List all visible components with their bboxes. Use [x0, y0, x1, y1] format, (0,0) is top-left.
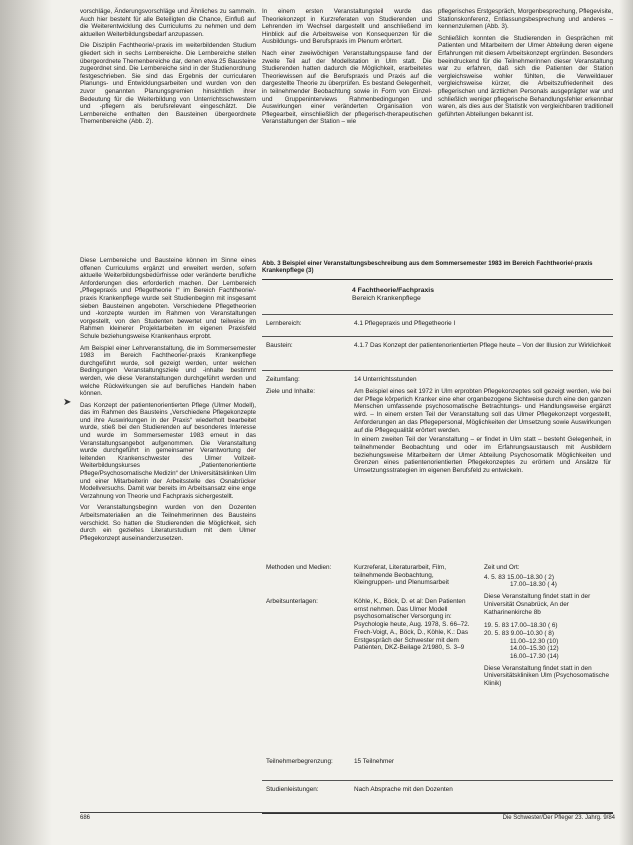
row-value: Kurzreferat, Literaturarbeit, Film, teilnehmende Beobachtung, Kleingruppen- und Plenumsarbeit — [354, 564, 449, 587]
schedule-note: Diese Veranstaltung findet statt in den Universitätskliniken Ulm (Psychosomatische Klinik) — [484, 664, 610, 688]
row-label: Methoden und Medien: — [266, 564, 332, 571]
row-label: Arbeitsunterlagen: — [266, 598, 318, 605]
row-value: 14 Unterrichtsstunden — [354, 376, 417, 383]
row-label: Baustein: — [266, 342, 293, 349]
figure-caption: Abb. 3 Beispiel einer Veranstaltungsbeschreibung aus dem Sommersemester 1983 im Bereich Fachtheorie/-praxis Krankenpflege (3) — [262, 260, 593, 275]
schedule-line: 17.00–18.30 ( 4) — [510, 581, 557, 589]
box-heading — [352, 287, 607, 304]
paragraph: Diese Lernbereiche und Bausteine können im Sinne eines offenen Curriculums ergänzt und erweitert werden, sofern aktuelle Weiterbildungsbedürfnisse oder veränderte berufliche Anforderungen dies erforderlich machen. Der Lernbereich „Pflegepraxis und Pflegetheorie I“ im Bereich Fachtheorie/-praxis Krankenpflege wurde seit Studienbeginn mit insgesamt sieben Bausteinen angeboten. Verschiedene Pflegetheorien und -konzepte wurden im Rahmen von Veranstaltungen vorgestellt, von den Studenten bewertet und teilweise im Rahmen kleinerer Projektarbeiten im eigenen Praxisfeld Schule beziehungsweise Krankenhaus erprobt. — [80, 257, 256, 340]
footer-rule — [80, 812, 613, 813]
page-number: 686 — [80, 815, 91, 821]
paragraph: pflegerisches Erstgespräch, Morgenbesprechung, Pflegevisite, Stationskonferenz, Entlassungsbesprechung und anderes – kennenzulernen (Abb. 3). — [438, 8, 613, 31]
row-value: 15 Teilnehmer — [354, 758, 395, 765]
row-value: Nach Absprache mit den Dozenten — [354, 786, 453, 793]
row-label: Studienleistungen: — [266, 786, 319, 793]
paragraph: In einem ersten Veranstaltungsteil wurde das Theoriekonzept in Kurzreferaten von Studierenden und Lehrenden im Wechsel dargestellt und anschließend im Hinblick auf die Arbeitsweise von Konsequenzen für die Ausbildungs- und Berufspraxis im Plenum erörtert. — [262, 8, 432, 46]
journal-reference: Die Schwester/Der Pfleger 23. Jahrg. 9/84 — [502, 815, 615, 821]
course-description-box — [262, 279, 613, 814]
row-value: Köhle, K., Böck, D. et al: Den Patienten ernst nehmen. Das Ulmer Modell psychosomatischer Versorgung in: Psychologie heute, Aug. 1978, S. 66–72. Frech-Voigt, A., Böck, D., Köhle, K.: Das Erstgespräch der Schwester mit dem Patienten, DKZ-Beilage 2/1980, S. 3–9 — [354, 598, 470, 652]
row-label: Ziele und Inhalte: — [266, 388, 316, 395]
zeit-und-ort — [484, 564, 612, 690]
paragraph: Nach einer zweiwöchigen Veranstaltungspause fand der zweite Teil auf der Modellstation in Ulm statt. Die Studierenden hatten dadurch die Möglichkeit, erarbeitetes Theoriewissen auf die Berufspraxis und Praxis auf die dargestellte Theorie zu überprüfen. Es bestand Gelegenheit, in teilnehmender Beobachtung sowie in Form von Einzel- und Gruppeninterviews Rahmenbedingungen und Auswirkungen einer veränderten Organisation von Pflegearbeit, einschließlich der pflegerisch-therapeutischen Veranstaltungen der Station – wie — [262, 49, 432, 126]
schedule-line: 16.00–17.30 (14) — [510, 653, 559, 661]
paragraph: Am Beispiel einer Lehrveranstaltung, die im Sommersemester 1983 im Bereich Fachtheorie/-praxis Krankenpflege durchgeführt wurde, soll gezeigt werden, unter welchen Bedingungen Veranstaltungsziele und -inhalte bestimmt werden, wie diese Veranstaltungen durchgeführt werden und welche Rückwirkungen sie auf berufliches Handeln haben können. — [80, 344, 256, 398]
paragraph: Das Konzept der patientenorientierten Pflege (Ulmer Modell), das im Rahmen des Bausteins „Verschiedene Pflegekonzepte und ihre Auswirkungen in der Praxis“ wiederholt bearbeitet wurde, stieß bei den Studierenden auf besonderes Interesse und wurde im Sommersemester 1983 erneut in das Veranstaltungsangebot aufgenommen. Die Veranstaltung wurde durchgeführt in gemeinsamer Verantwortung der leitenden Krankenschwester des Ulmer Vollzeit-Weiterbildungskurses „Patientenorientierte Pflege/Psychosomatische Medizin“ der Universitätsklinken Ulm und einer Mitarbeiterin der Arbeitsstelle des Osnabrücker Modellversuchs. Damit war bereits im Arbeitsansatz eine enge Verzahnung von Theorie und Fachpraxis sichergestellt. — [80, 401, 256, 500]
schedule-line: 11.00–12.30 (10) — [510, 637, 559, 645]
paragraph: vorschläge, Änderungsvorschläge und Ähnliches zu sammeln. Auch hier besteht für alle Beteiligten die Chance, Einfluß auf die Weiterentwicklung des Curriculums zu nehmen und dem aktuellen Weiterbildungsbedarf anzupassen. — [80, 8, 256, 38]
box-heading-subtitle: Bereich Krankenpflege — [352, 295, 421, 303]
row-value: 4.1 Pflegepraxis und Pflegetheorie I — [354, 320, 456, 327]
row-label: Zeitumfang: — [266, 376, 300, 383]
schedule-line: 4. 5. 83 15.00–18.30 ( 2) — [484, 573, 554, 581]
row-label: Lernbereich: — [266, 320, 302, 327]
zeit-label: Zeit und Ort: — [484, 564, 520, 571]
row-value — [354, 388, 611, 477]
paragraph: Vor Veranstaltungsbeginn wurden von den Dozenten Arbeitsmaterialien an die Teilnehmerinnen des Bausteins verschickt. So hatten die Studierenden die Möglichkeit, sich durch ein gezieltes Literaturstudium mit dem Ulmer Pflegekonzept auseinanderzusetzen. — [80, 504, 256, 542]
paragraph: Schließlich konnten die Studierenden in Gesprächen mit Patienten und Mitarbeitern der Ulmer Abteilung deren eigene Erfahrungen mit diesem Arbeitskonzept ergründen. Besonders beeindruckend für die Teilnehmerinnen dieser Veranstaltung war zu erfahren, daß sich die Patienten der Station vergleichsweise wohler fühlten, die Verweildauer vergleichsweise kürzer, die Arbeitszufriedenheit des pflegerischen und ärztlichen Personals ausgeprägter war und schließlich weniger pflegerische Behandlungsfehler erkennbar waren, als dies aus der Statistik von vergleichbaren traditionell geführten Abteilungen bekannt ist. — [438, 34, 613, 118]
divider — [262, 314, 613, 315]
paragraph: Am Beispiel eines seit 1972 in Ulm erprobten Pflegekonzeptes soll gezeigt werden, wie bei der Pflege körperlich Kranker eine eher organbezogene Sichtweise durch eine den ganzen Menschen umfassende psychosomatische Betrachtungs- und Handlungsweise ergänzt wird. – In einem ersten Teil der Veranstaltung soll das Ulmer Pflegekonzept vorgestellt, Anforderungen an das Pflegepersonal, Möglichkeiten der Umsetzung sowie Auswirkungen auf die Pflegequalität erörtert werden. — [354, 388, 611, 434]
divider — [262, 780, 613, 781]
schedule-line: 19. 5. 83 17.00–18.30 ( 6) — [484, 622, 558, 630]
schedule-line: 20. 5. 83 9.00–10.30 ( 8) — [484, 629, 554, 637]
scan-shadow-left — [0, 0, 52, 845]
divider — [262, 336, 613, 337]
paragraph: Die Disziplin Fachtheorie/-praxis im weiterbildenden Studium gliedert sich in sechs Lernbereiche. Die Lernbereiche stellen übergeordnete Themenbereiche dar, denen etwa 25 Bausteine zugeordnet sind. Die Lernbereiche sind in der Studienordnung festgeschrieben. Sie sind das Ergebnis der curricularen Planungs- und Entwicklungsarbeiten und wurden von den zuvor genannten Planungsgremien hinsichtlich ihrer Bedeutung für die Weiterbildung von Unterrichtsschwestern und -pflegern als berufsrelevant eingeschätzt. Die Lernbereiche enthalten den Bausteinen übergeordnete Themenbereiche (Abb. 2). — [80, 42, 256, 126]
divider — [262, 370, 613, 371]
scan-shadow-right — [619, 0, 633, 845]
margin-arrow-icon: ➤ — [63, 397, 72, 408]
row-label: Teilnehmerbegrenzung: — [266, 758, 333, 765]
column-left-bottom — [80, 257, 256, 546]
column-middle — [262, 8, 432, 130]
schedule-line: 14.00–15.30 (12) — [510, 645, 559, 653]
paragraph: In einem zweiten Teil der Veranstaltung – er findet in Ulm statt – besteht Gelegenheit, in teilnehmender Beobachtung und oder im Erfahrungsaustausch mit Ausbildern beziehungsweise Mitarbeitern der Ulmer Abteilung Psychosomatik Möglichkeiten und Grenzen eines patientenorientierten Pflegekonzeptes zu erörtern und Ansätze für Umsetzungsstrategien im eigenen Berufsfeld zu entwickeln. — [354, 436, 611, 475]
box-heading-title: 4 Fachtheorie/Fachpraxis — [352, 287, 434, 294]
row-value: 4.1.7 Das Konzept der patientenorientierten Pflege heute – Von der Illusion zur Wirklichkeit — [354, 342, 611, 349]
column-right — [438, 8, 613, 122]
schedule-note: Diese Veranstaltung findet statt in der Universität Osnabrück, An der Katharinenkirche 8b — [484, 593, 591, 616]
column-left-top — [80, 8, 256, 130]
